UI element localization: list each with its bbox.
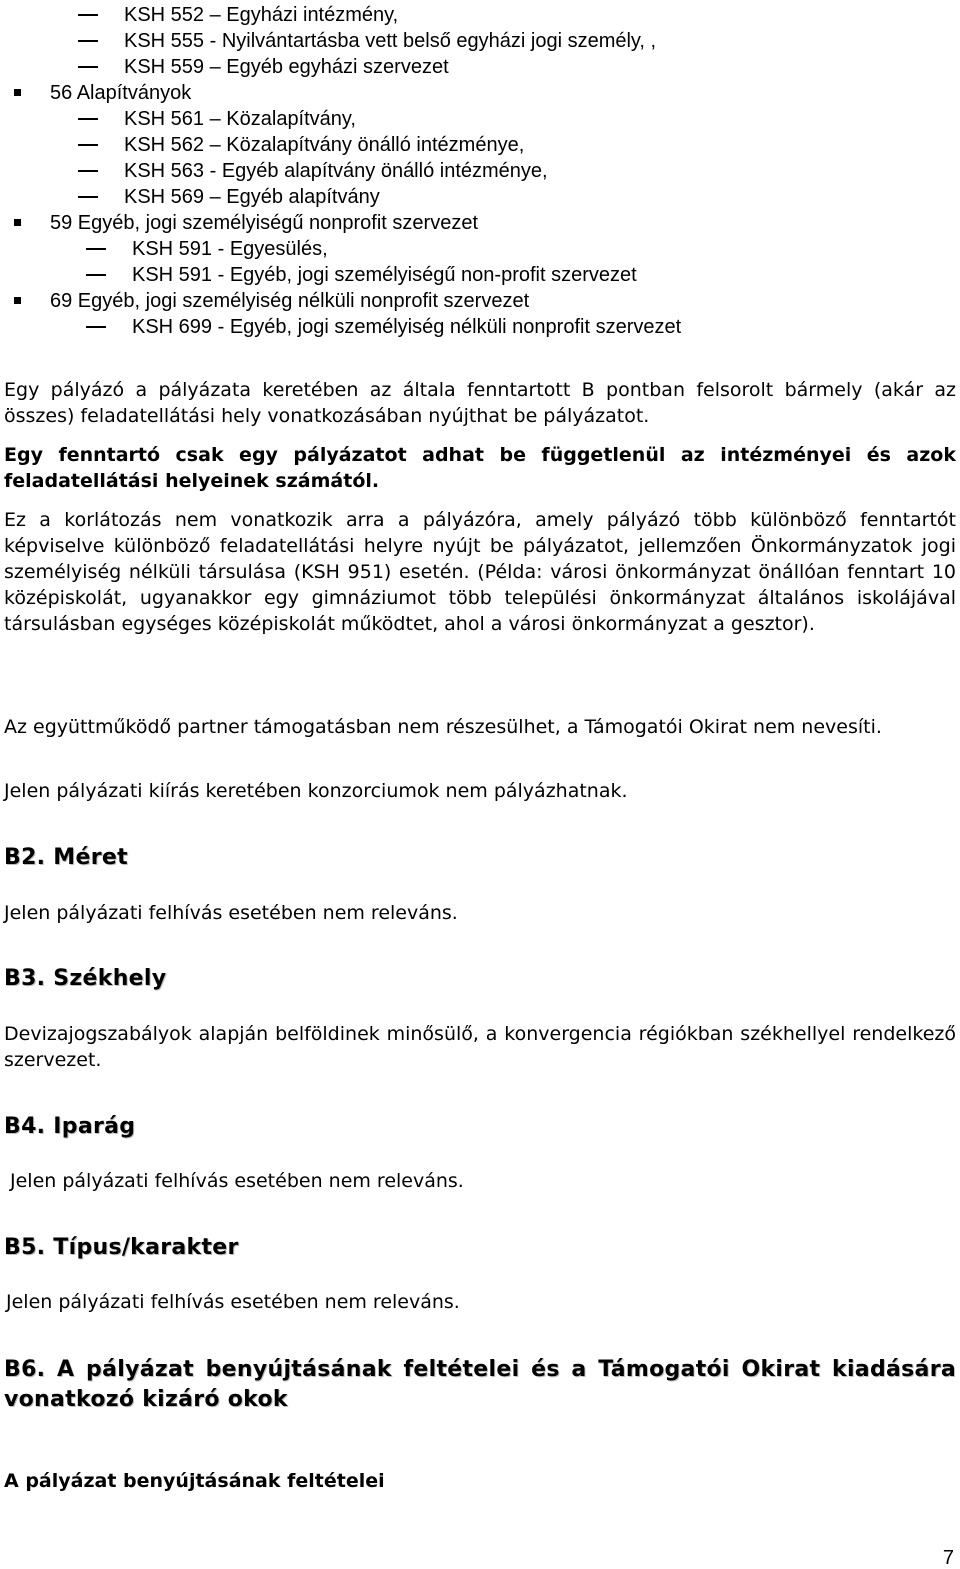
b5-text: Jelen pályázati felhívás esetében nem releváns. <box>6 1291 460 1313</box>
list-item: 56 Alapítványok <box>50 80 191 106</box>
dash-icon <box>78 40 98 42</box>
paragraph-one-application-rule: Egy fenntartó csak egy pályázatot adhat be függetlenül az intézményei és azok feladatellátási helyeinek számától. <box>4 444 956 492</box>
list-item: KSH 562 – Közalapítvány önálló intézménye, <box>124 132 524 158</box>
heading-b2: B2. Méret <box>4 845 128 870</box>
b4-text: Jelen pályázati felhívás esetében nem releváns. <box>10 1170 464 1192</box>
b3-text: Devizajogszabályok alapján belföldinek minősülő, a konvergencia régiókban székhellyel rendelkező szervezet. <box>4 1023 956 1071</box>
heading-b4: B4. Iparág <box>4 1114 136 1139</box>
dash-icon <box>78 144 98 146</box>
dash-icon <box>78 66 98 68</box>
dash-icon <box>86 274 106 276</box>
list-item: KSH 552 – Egyházi intézmény, <box>124 2 398 28</box>
list-item: KSH 563 - Egyéb alapítvány önálló intézménye, <box>124 158 548 184</box>
list-item: 59 Egyéb, jogi személyiségű nonprofit szervezet <box>50 210 478 236</box>
square-bullet-icon <box>14 89 21 96</box>
heading-b3: B3. Székhely <box>4 966 167 991</box>
list-item: KSH 569 – Egyéb alapítvány <box>124 184 380 210</box>
dash-icon <box>86 326 106 328</box>
square-bullet-icon <box>14 219 21 226</box>
dash-icon <box>78 14 98 16</box>
list-item: KSH 555 - Nyilvántartásba vett belső egyházi jogi személy, , <box>124 28 656 54</box>
list-item: KSH 591 - Egyéb, jogi személyiségű non-profit szervezet <box>132 262 637 288</box>
list-item: KSH 559 – Egyéb egyházi szervezet <box>124 54 449 80</box>
square-bullet-icon <box>14 297 21 304</box>
list-item: 69 Egyéb, jogi személyiség nélküli nonprofit szervezet <box>50 288 529 314</box>
page-number: 7 <box>942 1547 954 1569</box>
paragraph-consortium: Jelen pályázati kiírás keretében konzorciumok nem pályázhatnak. <box>4 780 628 802</box>
list-item: KSH 591 - Egyesülés, <box>132 236 328 262</box>
paragraph-partner: Az együttműködő partner támogatásban nem részesülhet, a Támogatói Okirat nem nevesíti. <box>4 716 882 738</box>
heading-b5: B5. Típus/karakter <box>4 1235 239 1260</box>
dash-icon <box>78 170 98 172</box>
dash-icon <box>78 118 98 120</box>
paragraph-exception: Ez a korlátozás nem vonatkozik arra a pályázóra, amely pályázó több különböző fenntartót képviselve különböző feladatellátási helyre nyújt be pályázatot, jellemzően Önkormányzatok jogi személyiség nélküli társulása (KSH 951) esetén. (Példa: városi önkormányzat önállóan fenntart 10 középiskolát, ugyanakkor egy gimnáziumot több települési önkormányzat általános iskolájával társulásban egységes középiskolát működtet, ahol a városi önkormányzat a gesztor). <box>4 509 956 635</box>
b6-subheading: A pályázat benyújtásának feltételei <box>4 1470 385 1492</box>
b2-text: Jelen pályázati felhívás esetében nem releváns. <box>4 902 458 924</box>
list-item: KSH 699 - Egyéb, jogi személyiség nélküli nonprofit szervezet <box>132 314 681 340</box>
dash-icon <box>78 196 98 198</box>
list-item: KSH 561 – Közalapítvány, <box>124 106 356 132</box>
dash-icon <box>86 248 106 250</box>
paragraph-eligibility: Egy pályázó a pályázata keretében az általa fenntartott B pontban felsorolt bármely (akár az összes) feladatellátási hely vonatkozásában nyújthat be pályázatot. <box>4 379 956 427</box>
heading-b6: B6. A pályázat benyújtásának feltételei és a Támogatói Okirat kiadására vonatkozó kizáró okok <box>4 1357 956 1412</box>
